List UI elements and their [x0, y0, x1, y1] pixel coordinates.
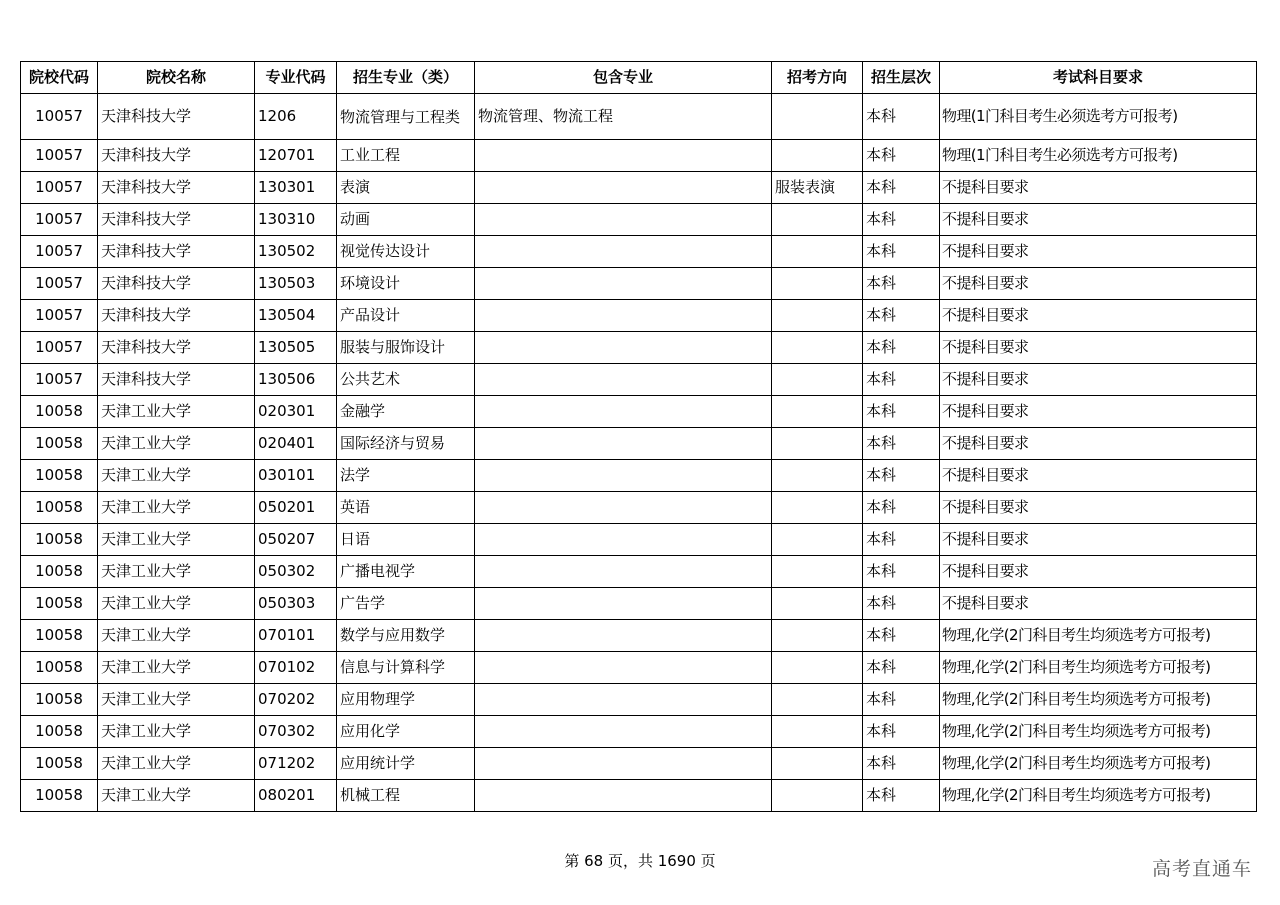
cell-subject-requirement: 不提科目要求: [940, 204, 1257, 236]
cell-included-majors: [475, 684, 772, 716]
table-row: [21, 268, 1257, 300]
header-direction: 招考方向: [772, 62, 863, 94]
cell-school-name: 天津工业大学: [98, 652, 255, 684]
cell-level: 本科: [863, 428, 940, 460]
cell-major: 应用统计学: [337, 748, 475, 780]
cell-direction: [772, 524, 863, 556]
cell-level: 本科: [863, 364, 940, 396]
cell-school-name: 天津工业大学: [98, 492, 255, 524]
cell-subject-requirement: 不提科目要求: [940, 556, 1257, 588]
cell-included-majors: [475, 620, 772, 652]
cell-direction: [772, 236, 863, 268]
cell-school-code: 10057: [21, 236, 98, 268]
table-row: [21, 652, 1257, 684]
cell-school-code: 10058: [21, 460, 98, 492]
cell-level: 本科: [863, 204, 940, 236]
cell-level: 本科: [863, 684, 940, 716]
cell-subject-requirement: 不提科目要求: [940, 332, 1257, 364]
cell-subject-requirement: 不提科目要求: [940, 172, 1257, 204]
cell-subject-requirement: 不提科目要求: [940, 236, 1257, 268]
table-row: [21, 556, 1257, 588]
table-row: [21, 620, 1257, 652]
cell-direction: [772, 588, 863, 620]
cell-direction: 服装表演: [772, 172, 863, 204]
cell-subject-requirement: 不提科目要求: [940, 268, 1257, 300]
cell-major-code: 080201: [255, 780, 337, 812]
cell-school-name: 天津工业大学: [98, 716, 255, 748]
cell-level: 本科: [863, 492, 940, 524]
cell-direction: [772, 684, 863, 716]
table-row: [21, 94, 1257, 140]
cell-included-majors: [475, 780, 772, 812]
cell-direction: [772, 748, 863, 780]
cell-major: 应用化学: [337, 716, 475, 748]
cell-school-name: 天津工业大学: [98, 460, 255, 492]
cell-school-code: 10057: [21, 94, 98, 140]
cell-major-code: 071202: [255, 748, 337, 780]
cell-school-code: 10057: [21, 268, 98, 300]
cell-major: 物流管理与工程类: [337, 94, 475, 140]
table-row: [21, 492, 1257, 524]
cell-major-code: 050303: [255, 588, 337, 620]
header-school-code: 院校代码: [21, 62, 98, 94]
cell-school-code: 10057: [21, 204, 98, 236]
header-subject-requirement: 考试科目要求: [940, 62, 1257, 94]
cell-included-majors: [475, 716, 772, 748]
cell-included-majors: [475, 652, 772, 684]
cell-subject-requirement: 不提科目要求: [940, 460, 1257, 492]
cell-school-code: 10057: [21, 300, 98, 332]
cell-direction: [772, 716, 863, 748]
cell-direction: [772, 460, 863, 492]
cell-major: 法学: [337, 460, 475, 492]
cell-major: 公共艺术: [337, 364, 475, 396]
cell-level: 本科: [863, 396, 940, 428]
cell-major-code: 050207: [255, 524, 337, 556]
table-header-row: [21, 62, 1257, 94]
cell-school-name: 天津科技大学: [98, 364, 255, 396]
cell-school-name: 天津科技大学: [98, 268, 255, 300]
cell-subject-requirement: 物理,化学(2门科目考生均须选考方可报考): [940, 780, 1257, 812]
cell-school-name: 天津科技大学: [98, 140, 255, 172]
cell-level: 本科: [863, 172, 940, 204]
admission-table: [20, 61, 1257, 812]
cell-direction: [772, 140, 863, 172]
table-row: [21, 716, 1257, 748]
cell-school-code: 10058: [21, 684, 98, 716]
table-row: [21, 684, 1257, 716]
cell-major-code: 020301: [255, 396, 337, 428]
table-row: [21, 780, 1257, 812]
cell-direction: [772, 204, 863, 236]
cell-included-majors: [475, 428, 772, 460]
table-body: [21, 94, 1257, 812]
cell-level: 本科: [863, 620, 940, 652]
cell-level: 本科: [863, 524, 940, 556]
cell-major: 广播电视学: [337, 556, 475, 588]
table-row: [21, 428, 1257, 460]
cell-major-code: 130506: [255, 364, 337, 396]
cell-level: 本科: [863, 300, 940, 332]
cell-level: 本科: [863, 652, 940, 684]
cell-major: 视觉传达设计: [337, 236, 475, 268]
cell-school-name: 天津工业大学: [98, 620, 255, 652]
cell-subject-requirement: 不提科目要求: [940, 396, 1257, 428]
header-included-majors: 包含专业: [475, 62, 772, 94]
cell-school-name: 天津工业大学: [98, 556, 255, 588]
cell-direction: [772, 556, 863, 588]
cell-school-code: 10058: [21, 588, 98, 620]
cell-major-code: 050201: [255, 492, 337, 524]
cell-included-majors: [475, 364, 772, 396]
cell-direction: [772, 332, 863, 364]
cell-direction: [772, 652, 863, 684]
cell-major: 国际经济与贸易: [337, 428, 475, 460]
cell-direction: [772, 620, 863, 652]
cell-level: 本科: [863, 556, 940, 588]
cell-subject-requirement: 不提科目要求: [940, 588, 1257, 620]
cell-major: 工业工程: [337, 140, 475, 172]
cell-included-majors: [475, 524, 772, 556]
cell-school-code: 10058: [21, 780, 98, 812]
cell-school-code: 10058: [21, 396, 98, 428]
cell-school-name: 天津科技大学: [98, 204, 255, 236]
cell-level: 本科: [863, 268, 940, 300]
cell-school-name: 天津工业大学: [98, 684, 255, 716]
cell-major-code: 130504: [255, 300, 337, 332]
cell-included-majors: [475, 204, 772, 236]
cell-subject-requirement: 物理,化学(2门科目考生均须选考方可报考): [940, 716, 1257, 748]
table-row: [21, 748, 1257, 780]
cell-major-code: 130505: [255, 332, 337, 364]
table-row: [21, 524, 1257, 556]
cell-included-majors: [475, 396, 772, 428]
cell-included-majors: [475, 332, 772, 364]
cell-level: 本科: [863, 716, 940, 748]
table-row: [21, 236, 1257, 268]
cell-major-code: 030101: [255, 460, 337, 492]
cell-included-majors: [475, 236, 772, 268]
table-row: [21, 364, 1257, 396]
cell-level: 本科: [863, 588, 940, 620]
header-major: 招生专业（类）: [337, 62, 475, 94]
cell-level: 本科: [863, 460, 940, 492]
cell-school-code: 10058: [21, 748, 98, 780]
cell-major-code: 050302: [255, 556, 337, 588]
cell-subject-requirement: 不提科目要求: [940, 428, 1257, 460]
cell-major-code: 070101: [255, 620, 337, 652]
cell-school-code: 10058: [21, 652, 98, 684]
cell-subject-requirement: 不提科目要求: [940, 300, 1257, 332]
cell-major-code: 070202: [255, 684, 337, 716]
cell-school-name: 天津工业大学: [98, 524, 255, 556]
cell-major: 服装与服饰设计: [337, 332, 475, 364]
cell-included-majors: [475, 172, 772, 204]
cell-direction: [772, 94, 863, 140]
watermark-text: 高考直通车: [1151, 858, 1252, 880]
cell-major-code: 120701: [255, 140, 337, 172]
cell-included-majors: [475, 556, 772, 588]
cell-subject-requirement: 不提科目要求: [940, 524, 1257, 556]
cell-included-majors: [475, 300, 772, 332]
cell-subject-requirement: 物理,化学(2门科目考生均须选考方可报考): [940, 620, 1257, 652]
table-row: [21, 300, 1257, 332]
cell-direction: [772, 364, 863, 396]
table-row: [21, 204, 1257, 236]
cell-direction: [772, 780, 863, 812]
table-row: [21, 396, 1257, 428]
page-number: 第 68 页，共 1690 页: [564, 852, 716, 870]
cell-level: 本科: [863, 332, 940, 364]
table-row: [21, 332, 1257, 364]
cell-major-code: 1206: [255, 94, 337, 140]
cell-level: 本科: [863, 140, 940, 172]
cell-major: 应用物理学: [337, 684, 475, 716]
cell-major: 金融学: [337, 396, 475, 428]
cell-included-majors: [475, 460, 772, 492]
cell-school-code: 10058: [21, 524, 98, 556]
cell-included-majors: [475, 268, 772, 300]
cell-direction: [772, 268, 863, 300]
cell-major: 数学与应用数学: [337, 620, 475, 652]
cell-school-code: 10057: [21, 332, 98, 364]
cell-subject-requirement: 物理,化学(2门科目考生均须选考方可报考): [940, 684, 1257, 716]
cell-major-code: 130502: [255, 236, 337, 268]
cell-school-code: 10058: [21, 556, 98, 588]
cell-subject-requirement: 物理,化学(2门科目考生均须选考方可报考): [940, 748, 1257, 780]
cell-school-name: 天津工业大学: [98, 748, 255, 780]
cell-included-majors: [475, 588, 772, 620]
cell-level: 本科: [863, 94, 940, 140]
cell-major: 产品设计: [337, 300, 475, 332]
cell-school-code: 10057: [21, 172, 98, 204]
cell-school-name: 天津科技大学: [98, 172, 255, 204]
cell-level: 本科: [863, 780, 940, 812]
cell-direction: [772, 300, 863, 332]
cell-major: 机械工程: [337, 780, 475, 812]
cell-included-majors: 物流管理、物流工程: [475, 94, 772, 140]
cell-school-name: 天津科技大学: [98, 236, 255, 268]
cell-major-code: 130503: [255, 268, 337, 300]
cell-subject-requirement: 物理(1门科目考生必须选考方可报考): [940, 140, 1257, 172]
cell-school-name: 天津科技大学: [98, 332, 255, 364]
cell-major-code: 070302: [255, 716, 337, 748]
cell-major: 日语: [337, 524, 475, 556]
cell-subject-requirement: 物理,化学(2门科目考生均须选考方可报考): [940, 652, 1257, 684]
table-row: [21, 172, 1257, 204]
cell-subject-requirement: 不提科目要求: [940, 492, 1257, 524]
table-row: [21, 460, 1257, 492]
table-row: [21, 588, 1257, 620]
cell-school-code: 10058: [21, 492, 98, 524]
cell-major-code: 070102: [255, 652, 337, 684]
cell-level: 本科: [863, 236, 940, 268]
cell-school-name: 天津科技大学: [98, 300, 255, 332]
cell-major: 信息与计算科学: [337, 652, 475, 684]
cell-school-code: 10058: [21, 716, 98, 748]
cell-major-code: 130310: [255, 204, 337, 236]
cell-subject-requirement: 不提科目要求: [940, 364, 1257, 396]
cell-major: 动画: [337, 204, 475, 236]
table-row: [21, 140, 1257, 172]
cell-major: 英语: [337, 492, 475, 524]
cell-school-code: 10057: [21, 364, 98, 396]
cell-school-code: 10057: [21, 140, 98, 172]
cell-major: 表演: [337, 172, 475, 204]
cell-major-code: 130301: [255, 172, 337, 204]
cell-major: 环境设计: [337, 268, 475, 300]
cell-school-name: 天津工业大学: [98, 428, 255, 460]
cell-included-majors: [475, 140, 772, 172]
cell-level: 本科: [863, 748, 940, 780]
cell-direction: [772, 492, 863, 524]
cell-school-code: 10058: [21, 428, 98, 460]
cell-major: 广告学: [337, 588, 475, 620]
header-major-code: 专业代码: [255, 62, 337, 94]
cell-direction: [772, 428, 863, 460]
cell-included-majors: [475, 492, 772, 524]
header-school-name: 院校名称: [98, 62, 255, 94]
cell-school-name: 天津科技大学: [98, 94, 255, 140]
header-level: 招生层次: [863, 62, 940, 94]
cell-major-code: 020401: [255, 428, 337, 460]
cell-included-majors: [475, 748, 772, 780]
cell-school-name: 天津工业大学: [98, 780, 255, 812]
cell-direction: [772, 396, 863, 428]
cell-school-code: 10058: [21, 620, 98, 652]
cell-school-name: 天津工业大学: [98, 396, 255, 428]
cell-school-name: 天津工业大学: [98, 588, 255, 620]
cell-subject-requirement: 物理(1门科目考生必须选考方可报考): [940, 94, 1257, 140]
